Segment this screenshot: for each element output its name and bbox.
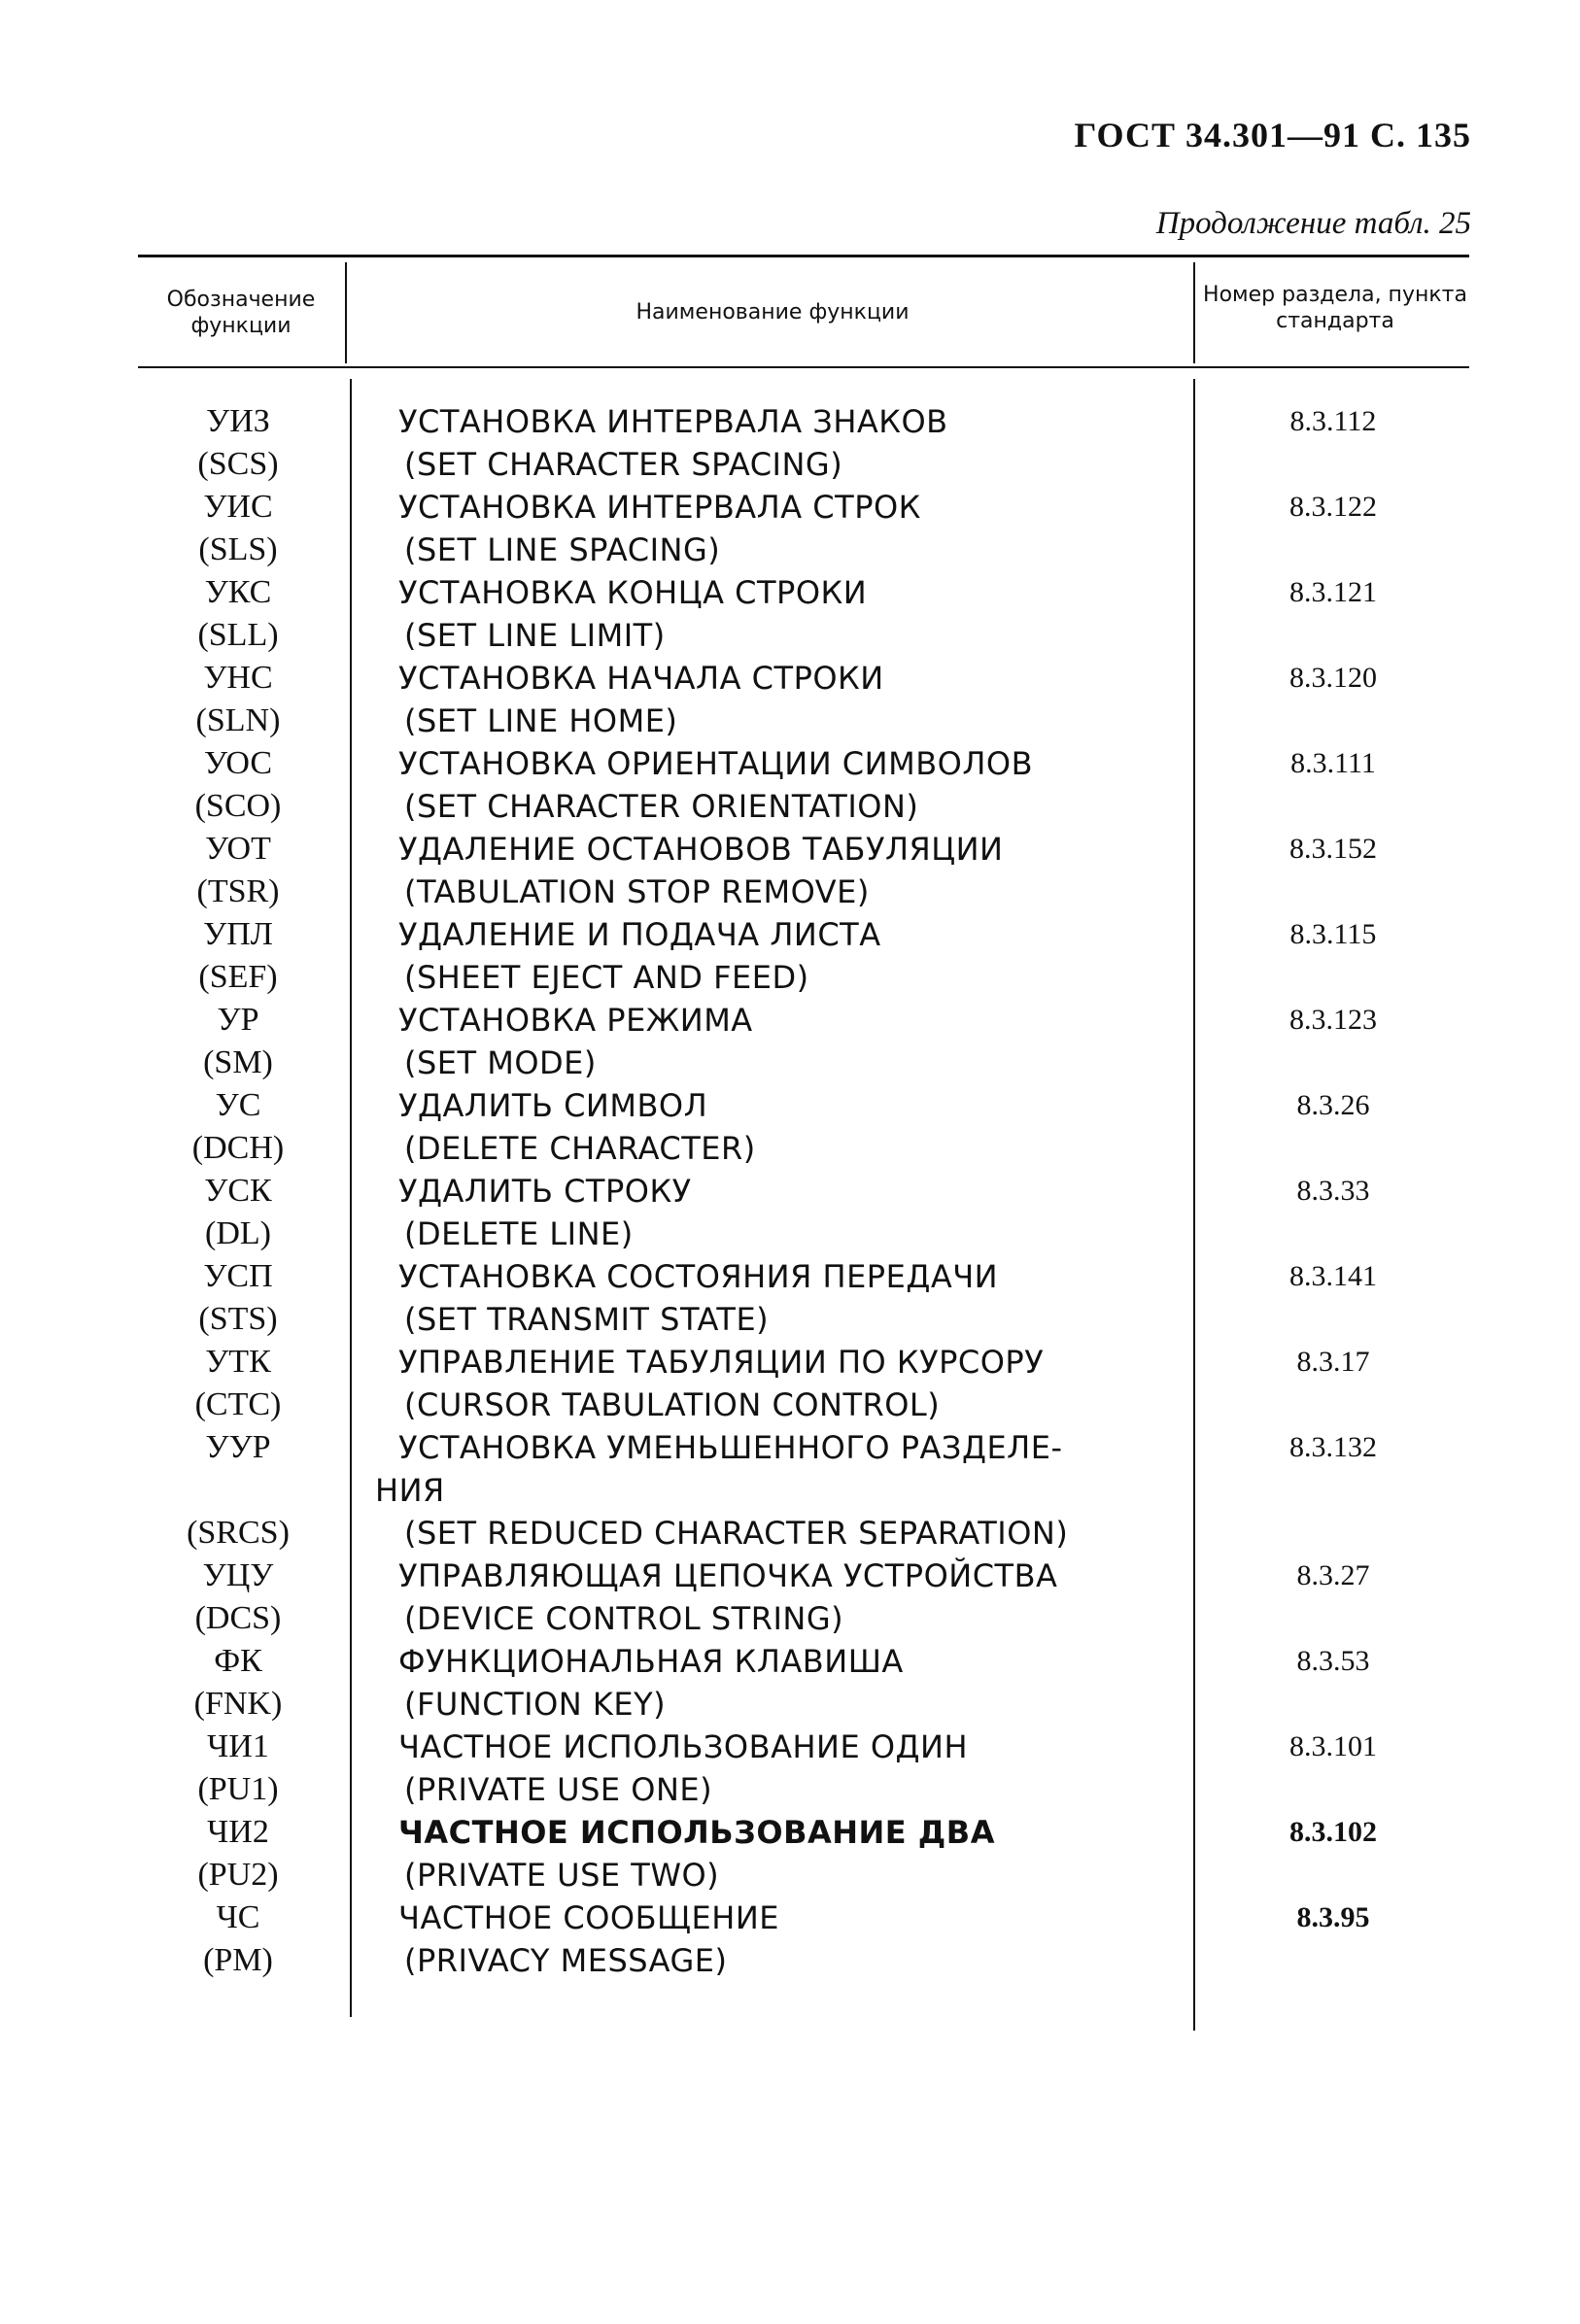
section-number: 8.3.132 <box>1289 1431 1377 1463</box>
table-row <box>138 999 1469 1084</box>
function-abbreviation: (DL) <box>205 1215 271 1251</box>
table-row <box>138 571 1469 657</box>
section-number: 8.3.95 <box>1296 1901 1370 1933</box>
function-name: УСТАНОВКА НАЧАЛА СТРОКИ <box>398 660 884 697</box>
table-row <box>138 742 1469 828</box>
column-divider <box>345 262 347 363</box>
table-row <box>138 1255 1469 1341</box>
section-number: 8.3.17 <box>1296 1346 1370 1378</box>
function-code: УСП <box>203 1258 273 1294</box>
function-code: УИС <box>203 489 273 525</box>
table-row <box>138 1555 1469 1640</box>
column-header-designation: Обозначение функции <box>166 288 316 338</box>
function-code: УР <box>217 1002 259 1038</box>
section-number: 8.3.26 <box>1296 1089 1370 1121</box>
function-abbreviation: (SCO) <box>194 788 282 824</box>
function-name <box>375 1426 1331 1512</box>
function-name: УДАЛИТЬ СИМВОЛ <box>398 1087 708 1124</box>
function-code: УОС <box>203 745 273 781</box>
table-row <box>138 1897 1469 1982</box>
function-name: УПРАВЛЕНИЕ ТАБУЛЯЦИИ ПО КУРСОРУ <box>398 1344 1045 1381</box>
function-code: ЧИ1 <box>207 1728 269 1764</box>
function-code: ФК <box>214 1643 262 1679</box>
function-name: УСТАНОВКА РЕЖИМА <box>398 1002 753 1039</box>
function-name-english: (SET LINE SPACING) <box>404 531 721 568</box>
function-name: ФУНКЦИОНАЛЬНАЯ КЛАВИША <box>398 1643 904 1680</box>
table-top-rule <box>138 255 1469 257</box>
function-name-english: (SET CHARACTER ORIENTATION) <box>404 788 919 825</box>
column-divider <box>1193 262 1195 363</box>
function-name: УСТАНОВКА КОНЦА СТРОКИ <box>398 574 868 611</box>
function-abbreviation: (CTC) <box>194 1386 282 1422</box>
table-row <box>138 1084 1469 1170</box>
function-name: УСТАНОВКА СОСТОЯНИЯ ПЕРЕДАЧИ <box>398 1258 999 1295</box>
function-name: УДАЛЕНИЕ ОСТАНОВОВ ТАБУЛЯЦИИ <box>398 831 1004 868</box>
function-name-english: (PRIVATE USE ONE) <box>404 1771 713 1808</box>
table-row <box>138 657 1469 742</box>
function-abbreviation: (TSR) <box>196 873 280 909</box>
table-row <box>138 828 1469 913</box>
function-name-english: (DELETE CHARACTER) <box>404 1130 756 1167</box>
function-code: УКС <box>204 574 272 610</box>
page-header: ГОСТ 34.301—91 С. 135 <box>1074 116 1471 154</box>
function-code: УУР <box>205 1429 271 1465</box>
section-number: 8.3.115 <box>1289 918 1377 950</box>
function-name-english: (DEVICE CONTROL STRING) <box>404 1600 844 1637</box>
function-name-english: (PRIVACY MESSAGE) <box>404 1942 728 1979</box>
column-header-section-number: Номер раздела, пункта стандарта <box>1203 283 1467 333</box>
section-number: 8.3.111 <box>1290 747 1376 779</box>
function-name-english: (TABULATION STOP REMOVE) <box>404 873 870 910</box>
section-number: 8.3.27 <box>1296 1559 1370 1591</box>
function-name-english: (SET TRANSMIT STATE) <box>404 1301 770 1338</box>
function-abbreviation: (PU2) <box>197 1857 279 1893</box>
function-code: УОТ <box>205 831 271 867</box>
function-name-english: (CURSOR TABULATION CONTROL) <box>404 1386 941 1423</box>
function-name-english: (FUNCTION KEY) <box>404 1686 667 1723</box>
table-row <box>138 1426 1469 1555</box>
function-name: УДАЛИТЬ СТРОКУ <box>398 1173 692 1210</box>
function-name-english: (SET LINE LIMIT) <box>404 617 666 654</box>
function-name-continuation: НИЯ <box>375 1472 445 1509</box>
function-name-english: (PRIVATE USE TWO) <box>404 1857 720 1894</box>
function-code: ЧС <box>216 1899 260 1935</box>
function-name: УСТАНОВКА ИНТЕРВАЛА ЗНАКОВ <box>398 403 948 440</box>
section-number: 8.3.122 <box>1289 491 1377 523</box>
section-number: 8.3.152 <box>1289 833 1377 865</box>
function-code: УНС <box>203 660 273 696</box>
section-number: 8.3.53 <box>1296 1645 1370 1677</box>
section-number: 8.3.120 <box>1289 662 1377 694</box>
section-number: 8.3.121 <box>1289 576 1377 608</box>
function-abbreviation: (DCS) <box>194 1600 282 1636</box>
function-abbreviation: (PM) <box>203 1942 273 1978</box>
function-abbreviation: (FNK) <box>193 1686 283 1722</box>
function-abbreviation: (SEF) <box>198 959 278 995</box>
function-code: УИЗ <box>206 403 270 439</box>
function-name: ЧАСТНОЕ ИСПОЛЬЗОВАНИЕ ДВА <box>398 1814 995 1851</box>
column-header-function-name: Наименование функции <box>635 300 910 325</box>
table-row <box>138 1726 1469 1811</box>
function-name-english: (SET MODE) <box>404 1044 597 1081</box>
section-number: 8.3.101 <box>1289 1730 1377 1762</box>
function-code: УТК <box>205 1344 271 1380</box>
function-abbreviation: (SLS) <box>198 531 278 567</box>
table-header-rule <box>138 366 1469 368</box>
table-row <box>138 400 1469 486</box>
function-name-english: (DELETE LINE) <box>404 1215 634 1252</box>
function-name: УДАЛЕНИЕ И ПОДАЧА ЛИСТА <box>398 916 881 953</box>
function-name-english: (SHEET EJECT AND FEED) <box>404 959 809 996</box>
function-code: УСК <box>204 1173 272 1209</box>
section-number: 8.3.33 <box>1296 1175 1370 1207</box>
function-name: УСТАНОВКА ОРИЕНТАЦИИ СИМВОЛОВ <box>398 745 1034 782</box>
function-code: УПЛ <box>203 916 273 952</box>
function-code: ЧИ2 <box>207 1814 269 1850</box>
table-row <box>138 486 1469 571</box>
table-row <box>138 1341 1469 1426</box>
table-body <box>138 400 1469 1982</box>
function-abbreviation: (PU1) <box>197 1771 279 1807</box>
function-code: УЦУ <box>202 1557 274 1593</box>
function-abbreviation: (SLN) <box>195 702 281 738</box>
function-name-english: (SET REDUCED CHARACTER SEPARATION) <box>404 1515 1069 1552</box>
section-number: 8.3.112 <box>1289 405 1377 437</box>
section-number: 8.3.141 <box>1289 1260 1377 1292</box>
table-row <box>138 913 1469 999</box>
function-code: УС <box>215 1087 261 1123</box>
function-name-english: (SET CHARACTER SPACING) <box>404 446 843 483</box>
function-abbreviation: (STS) <box>198 1301 278 1337</box>
table-row <box>138 1640 1469 1726</box>
table-row <box>138 1811 1469 1897</box>
table-continuation-label: Продолжение табл. 25 <box>1155 206 1471 241</box>
function-name-line: УСТАНОВКА УМЕНЬШЕННОГО РАЗДЕЛЕ- <box>398 1429 1063 1466</box>
function-abbreviation: (DCH) <box>191 1130 285 1166</box>
function-name-english: (SET LINE HOME) <box>404 702 678 739</box>
function-abbreviation: (SM) <box>203 1044 273 1080</box>
table-row <box>138 1170 1469 1255</box>
function-name: ЧАСТНОЕ СООБЩЕНИЕ <box>398 1899 779 1936</box>
section-number: 8.3.123 <box>1289 1004 1377 1036</box>
function-name: УСТАНОВКА ИНТЕРВАЛА СТРОК <box>398 489 921 526</box>
function-abbreviation: (SCS) <box>197 446 279 482</box>
function-name: ЧАСТНОЕ ИСПОЛЬЗОВАНИЕ ОДИН <box>398 1728 969 1765</box>
function-abbreviation: (SRCS) <box>187 1515 290 1551</box>
function-name: УПРАВЛЯЮЩАЯ ЦЕПОЧКА УСТРОЙСТВА <box>398 1557 1058 1594</box>
section-number: 8.3.102 <box>1289 1816 1377 1848</box>
function-abbreviation: (SLL) <box>197 617 279 653</box>
